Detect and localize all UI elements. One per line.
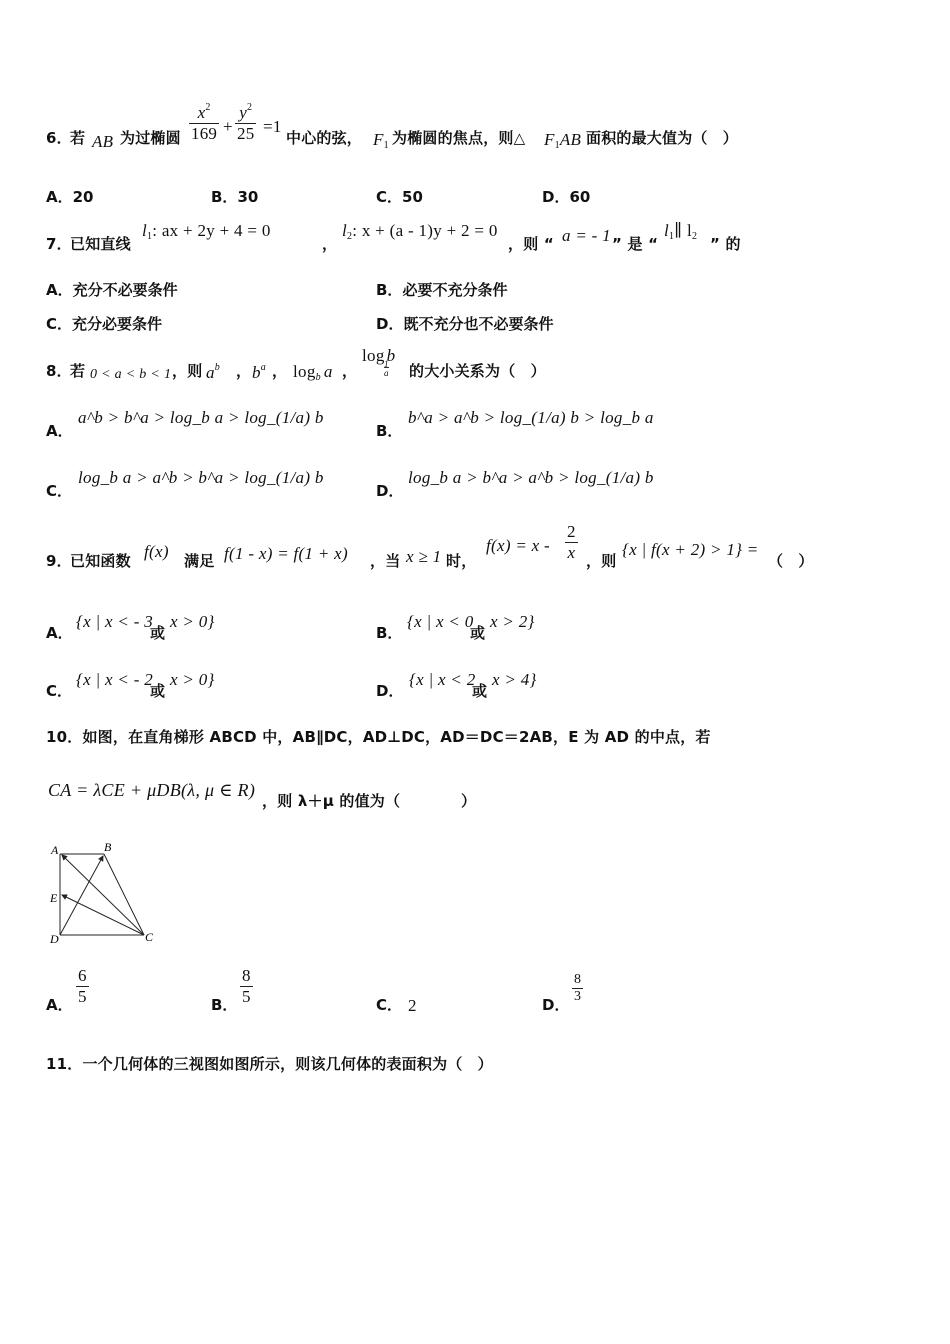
label-a: A xyxy=(51,843,59,857)
q6-number: 6． xyxy=(46,129,72,147)
q8-expr-b-a: $b^a$ xyxy=(252,362,266,382)
q9-fraction: $\frac{2}{x}$ xyxy=(567,522,576,562)
q8-text-1: ，则 xyxy=(172,362,203,380)
q6-focus: $F_1$ xyxy=(373,130,389,151)
vector-db xyxy=(60,856,103,935)
q9-options xyxy=(46,604,746,704)
q9-set: {x | f(x + 2) > 1} = xyxy=(622,540,759,559)
label-c: C xyxy=(145,930,154,944)
q6-text-1: 为过椭圆 xyxy=(120,129,181,147)
q8-option-d-label: D． xyxy=(376,482,404,500)
q7-option-b-text: 必要不充分条件 xyxy=(402,281,508,299)
q10-text-2: ，则 λ＋μ 的值为（ ） xyxy=(262,792,477,810)
q6-options xyxy=(46,186,746,208)
q10-number: 10． xyxy=(46,728,83,746)
q9-number: 9． xyxy=(46,552,72,570)
q9-text-2: 满足 xyxy=(184,552,215,570)
q8-text-2: 的大小关系为（ ） xyxy=(409,362,546,380)
question-11 xyxy=(46,1053,493,1074)
q9-option-b-huo: 或 xyxy=(470,624,486,642)
q6-ruo: 若 xyxy=(70,129,86,147)
q8-ruo: 若 xyxy=(70,362,86,380)
q7-line-l1: $l_1$: ax + 2y + 4 = 0 xyxy=(142,221,271,242)
q9-symmetry: f(1 - x) = f(1 + x) xyxy=(224,544,348,563)
q11-number: 11． xyxy=(46,1055,83,1073)
q9-option-d-label: D． xyxy=(376,682,404,700)
q8-option-b-label: B． xyxy=(376,422,403,440)
q9-fx: f(x) xyxy=(144,542,169,561)
q6-option-a-label: A． xyxy=(46,188,73,206)
q8-option-c-label: C． xyxy=(46,482,73,500)
q6-option-b-label: B． xyxy=(211,188,238,206)
q9-option-d-right: x > 4} xyxy=(492,670,537,689)
q6-fraction-y: $\frac{y^2}{25}$ xyxy=(237,102,255,143)
q9-option-a-left: {x | x < - 3 xyxy=(76,612,154,631)
q9-option-d-left: {x | x < 2 xyxy=(409,670,476,689)
q9-condition: x ≥ 1 xyxy=(406,547,442,566)
q8-expr-a-b: $a^b$ xyxy=(206,362,220,382)
q8-option-a-text: a^b > b^a > log_b a > log_(1/a) b xyxy=(78,408,324,427)
q10-option-d-value: $\frac{8}{3}$ xyxy=(574,972,581,1004)
q7-text-1: 已知直线 xyxy=(70,235,131,253)
q9-option-b-left: {x | x < 0 xyxy=(407,612,474,631)
q8-option-a-label: A． xyxy=(46,422,73,440)
q9-option-b-label: B． xyxy=(376,624,403,642)
q11-text: 一个几何体的三视图如图所示，则该几何体的表面积为（ ） xyxy=(82,1055,493,1073)
q7-options xyxy=(46,279,746,335)
q10-text-1: 如图，在直角梯形 ABCD 中，AB∥DC，AD⊥DC，AD＝DC＝2AB，E 为 AD 的中点，若 xyxy=(82,728,711,746)
label-d: D xyxy=(50,932,59,946)
q9-option-c-left: {x | x < - 2 xyxy=(76,670,154,689)
q8-expr-log-inv-a-b: log b 1 a xyxy=(362,346,396,378)
q9-option-a-label: A． xyxy=(46,624,73,642)
q8-condition: 0 < a < b < 1 xyxy=(90,367,172,382)
q7-option-c-label: C． xyxy=(46,315,73,333)
q7-text-3: ” 是 “ xyxy=(612,235,659,253)
q8-options xyxy=(46,404,746,514)
q8-number: 8． xyxy=(46,362,72,380)
q6-option-b-text: 30 xyxy=(237,188,259,206)
q8-option-d-text: log_b a > b^a > a^b > log_(1/a) b xyxy=(408,468,654,487)
vector-ce xyxy=(62,895,144,935)
q7-number: 7． xyxy=(46,235,72,253)
q6-text-3: 为椭圆的焦点，则△ xyxy=(392,129,526,147)
q7-option-c-text: 充分必要条件 xyxy=(72,315,163,333)
q9-option-b-right: x > 2} xyxy=(490,612,535,631)
q10-option-a-label: A． xyxy=(46,996,73,1014)
q6-option-a-text: 20 xyxy=(72,188,94,206)
q6-plus: + xyxy=(223,117,233,136)
q9-definition: f(x) = x - xyxy=(486,536,551,555)
vector-ca xyxy=(62,855,144,935)
q7-option-d-label: D． xyxy=(376,315,404,333)
q7-text-4: ” 的 xyxy=(710,235,741,253)
q6-text-2: 中心的弦， xyxy=(286,129,363,147)
q8-option-c-text: log_b a > a^b > b^a > log_(1/a) b xyxy=(78,468,324,487)
q9-text-4: 时， xyxy=(446,552,477,570)
q10-options xyxy=(46,966,746,1018)
q7-option-a-label: A． xyxy=(46,281,73,299)
q9-text-5: ，则 xyxy=(586,552,617,570)
q9-option-d-huo: 或 xyxy=(472,682,488,700)
q7-option-d-text: 既不充分也不必要条件 xyxy=(403,315,554,333)
q6-fraction-x: $\frac{x^2}{169}$ xyxy=(191,102,218,143)
q6-option-d-label: D． xyxy=(542,188,570,206)
q6-text-4: 面积的最大值为（ ） xyxy=(586,129,739,147)
q7-option-a-text: 充分不必要条件 xyxy=(72,281,178,299)
q6-option-c-text: 50 xyxy=(402,188,423,206)
q10-option-b-value: $\frac{8}{5}$ xyxy=(242,966,251,1006)
q9-option-a-right: x > 0} xyxy=(170,612,215,631)
q9-option-c-huo: 或 xyxy=(150,682,166,700)
q10-option-c-value: 2 xyxy=(408,996,417,1015)
q7-option-b-label: B． xyxy=(376,281,403,299)
q9-option-c-right: x > 0} xyxy=(170,670,215,689)
q6-triangle: $F_1AB$ xyxy=(544,130,582,151)
q7-line-l2: $l_2$: x + (a - 1)y + 2 = 0 xyxy=(342,221,498,242)
q6-chord-ab: AB xyxy=(92,132,114,151)
q6-option-c-label: C． xyxy=(376,188,403,206)
q9-option-a-huo: 或 xyxy=(150,624,166,642)
label-e: E xyxy=(50,891,58,905)
q7-text-2: ，则 “ xyxy=(508,235,554,253)
q7-comma: ， xyxy=(322,235,338,253)
q9-option-c-label: C． xyxy=(46,682,73,700)
q10-option-b-label: B． xyxy=(211,996,238,1014)
q10-option-c-label: C． xyxy=(376,996,403,1014)
q9-text-6: （ ） xyxy=(768,552,814,570)
edge-bc xyxy=(104,854,144,935)
q8-expr-log-b-a: $\log_b a$ xyxy=(293,362,333,383)
q9-text-3: ，当 xyxy=(370,552,401,570)
q7-parallel: $l_1\parallel$ $l_2$ xyxy=(664,221,698,242)
q8-option-b-text: b^a > a^b > log_(1/a) b > log_b a xyxy=(408,408,654,427)
question-10-line-1 xyxy=(46,726,711,747)
label-b: B xyxy=(104,840,112,854)
q10-trapezoid-figure xyxy=(46,838,166,950)
q6-option-d-text: 60 xyxy=(569,188,591,206)
q9-text-1: 已知函数 xyxy=(70,552,131,570)
q10-option-a-value: $\frac{6}{5}$ xyxy=(78,966,87,1006)
q7-condition: a = - 1 xyxy=(562,226,611,245)
q6-eq-one: =1 xyxy=(263,117,282,136)
q10-option-d-label: D． xyxy=(542,996,570,1014)
q10-vector-equation: CA = λCE + μDB(λ, μ ∈ R) xyxy=(48,780,256,800)
